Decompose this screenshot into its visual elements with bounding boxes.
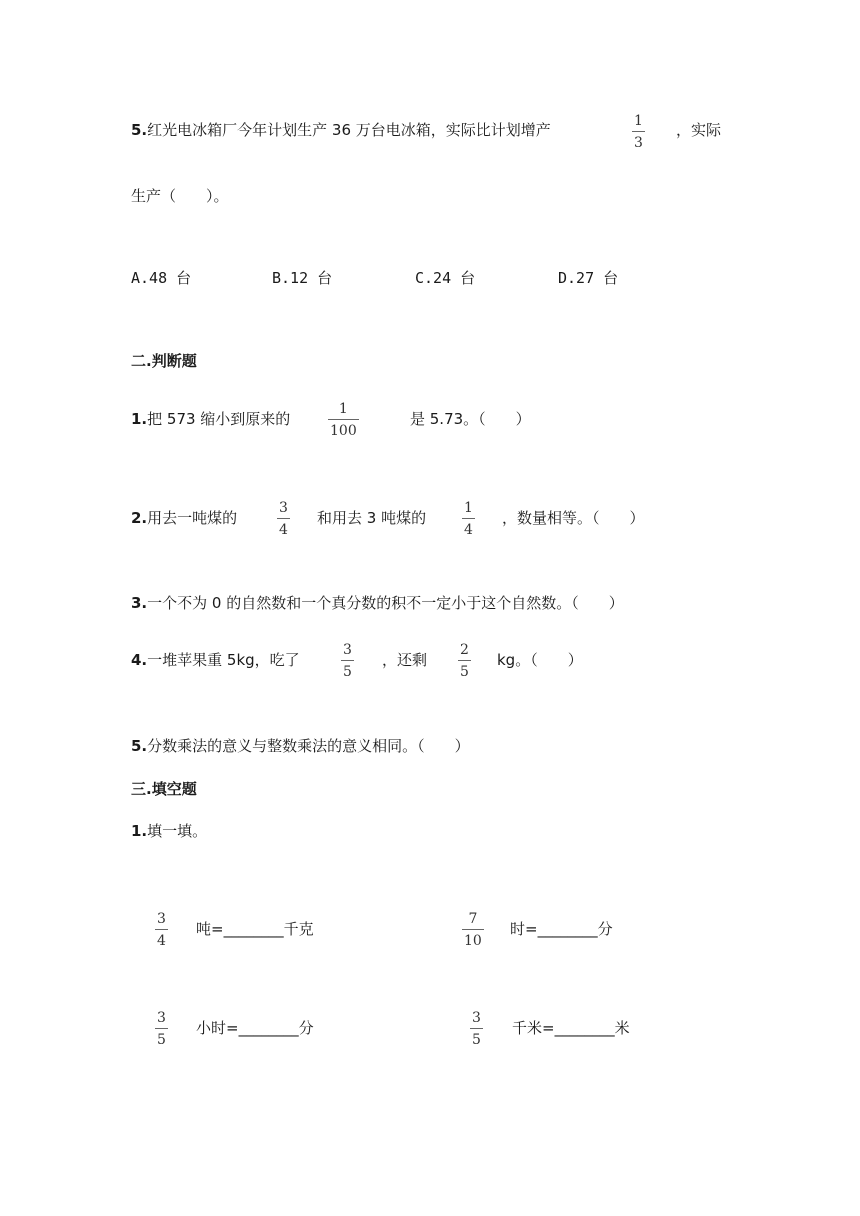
tf2-fraction-2 xyxy=(462,501,475,537)
item-text: 用去一吨煤的 xyxy=(147,509,238,527)
item-number: 1. xyxy=(131,410,148,428)
numerator: 3 xyxy=(157,911,166,927)
denominator: 4 xyxy=(157,933,166,949)
item-text: 一个不为 0 的自然数和一个真分数的积不一定小于这个自然数。（ ） xyxy=(147,594,624,612)
numerator: 3 xyxy=(472,1010,481,1026)
numerator: 3 xyxy=(157,1010,166,1026)
item-number: 4. xyxy=(131,651,148,669)
item-number: 2. xyxy=(131,509,148,527)
tf4-text-after[interactable]: kg。（ ） xyxy=(497,651,583,669)
denominator: 4 xyxy=(464,522,473,538)
blank4-fraction xyxy=(470,1011,483,1047)
item-number: 3. xyxy=(131,594,148,612)
numerator: 1 xyxy=(634,113,643,129)
blank4-unit[interactable]: 千米=________米 xyxy=(512,1019,630,1037)
denominator: 5 xyxy=(460,664,469,680)
denominator: 5 xyxy=(343,664,352,680)
tf1-fraction xyxy=(328,402,359,438)
section3-title: 三.填空题 xyxy=(131,780,197,798)
section2-title: 二.判断题 xyxy=(131,352,197,370)
blank1-fraction xyxy=(155,912,168,948)
item-text: 把 573 缩小到原来的 xyxy=(147,410,291,428)
tf2-fraction-1 xyxy=(277,501,290,537)
option-b[interactable]: B.12 台 xyxy=(272,269,333,287)
numerator: 1 xyxy=(338,401,348,417)
item-text: 填一填。 xyxy=(147,822,208,840)
q5-text: 红光电冰箱厂今年计划生产 36 万台电冰箱，实际比计划增产 xyxy=(147,121,551,139)
blank2-fraction xyxy=(462,912,484,948)
tf2-text-after[interactable]: ，数量相等。（ ） xyxy=(502,509,645,527)
numerator: 3 xyxy=(343,642,352,658)
numerator: 1 xyxy=(464,500,473,516)
item-text: 一堆苹果重 5kg，吃了 xyxy=(147,651,300,669)
tf1-text-after[interactable]: 是 5.73。（ ） xyxy=(410,410,531,428)
q5-text-after-fraction: ，实际 xyxy=(676,121,722,139)
blank2-unit[interactable]: 时=________分 xyxy=(510,920,613,938)
tf-item-2 xyxy=(131,507,237,528)
blank1-unit[interactable]: 吨=________千克 xyxy=(196,920,314,938)
numerator: 3 xyxy=(279,500,288,516)
tf4-text-middle: ，还剩 xyxy=(382,651,428,669)
tf4-fraction-2 xyxy=(458,643,471,679)
tf-item-1 xyxy=(131,408,290,429)
blank3-unit[interactable]: 小时=________分 xyxy=(196,1019,314,1037)
tf4-fraction-1 xyxy=(341,643,354,679)
item-number: 5. xyxy=(131,737,148,755)
q5-line1 xyxy=(131,119,551,140)
option-a[interactable]: A.48 台 xyxy=(131,269,192,287)
denominator: 5 xyxy=(157,1032,166,1048)
q5-line2: 生产（ ）。 xyxy=(131,187,229,205)
item-number: 1. xyxy=(131,822,148,840)
tf-item-5[interactable] xyxy=(131,735,470,756)
denominator: 3 xyxy=(634,135,643,151)
numerator: 7 xyxy=(468,911,478,927)
numerator: 2 xyxy=(460,642,469,658)
denominator: 10 xyxy=(464,933,482,949)
q5-fraction xyxy=(632,114,645,150)
tf2-text-middle: 和用去 3 吨煤的 xyxy=(317,509,427,527)
tf-item-4 xyxy=(131,649,300,670)
fill-q1 xyxy=(131,820,207,841)
blank3-fraction xyxy=(155,1011,168,1047)
denominator: 5 xyxy=(472,1032,481,1048)
item-text: 分数乘法的意义与整数乘法的意义相同。（ ） xyxy=(147,737,470,755)
q5-number: 5. xyxy=(131,121,148,139)
tf-item-3[interactable] xyxy=(131,592,624,613)
denominator: 4 xyxy=(279,522,288,538)
denominator: 100 xyxy=(330,423,357,439)
option-c[interactable]: C.24 台 xyxy=(415,269,476,287)
option-d[interactable]: D.27 台 xyxy=(558,269,619,287)
